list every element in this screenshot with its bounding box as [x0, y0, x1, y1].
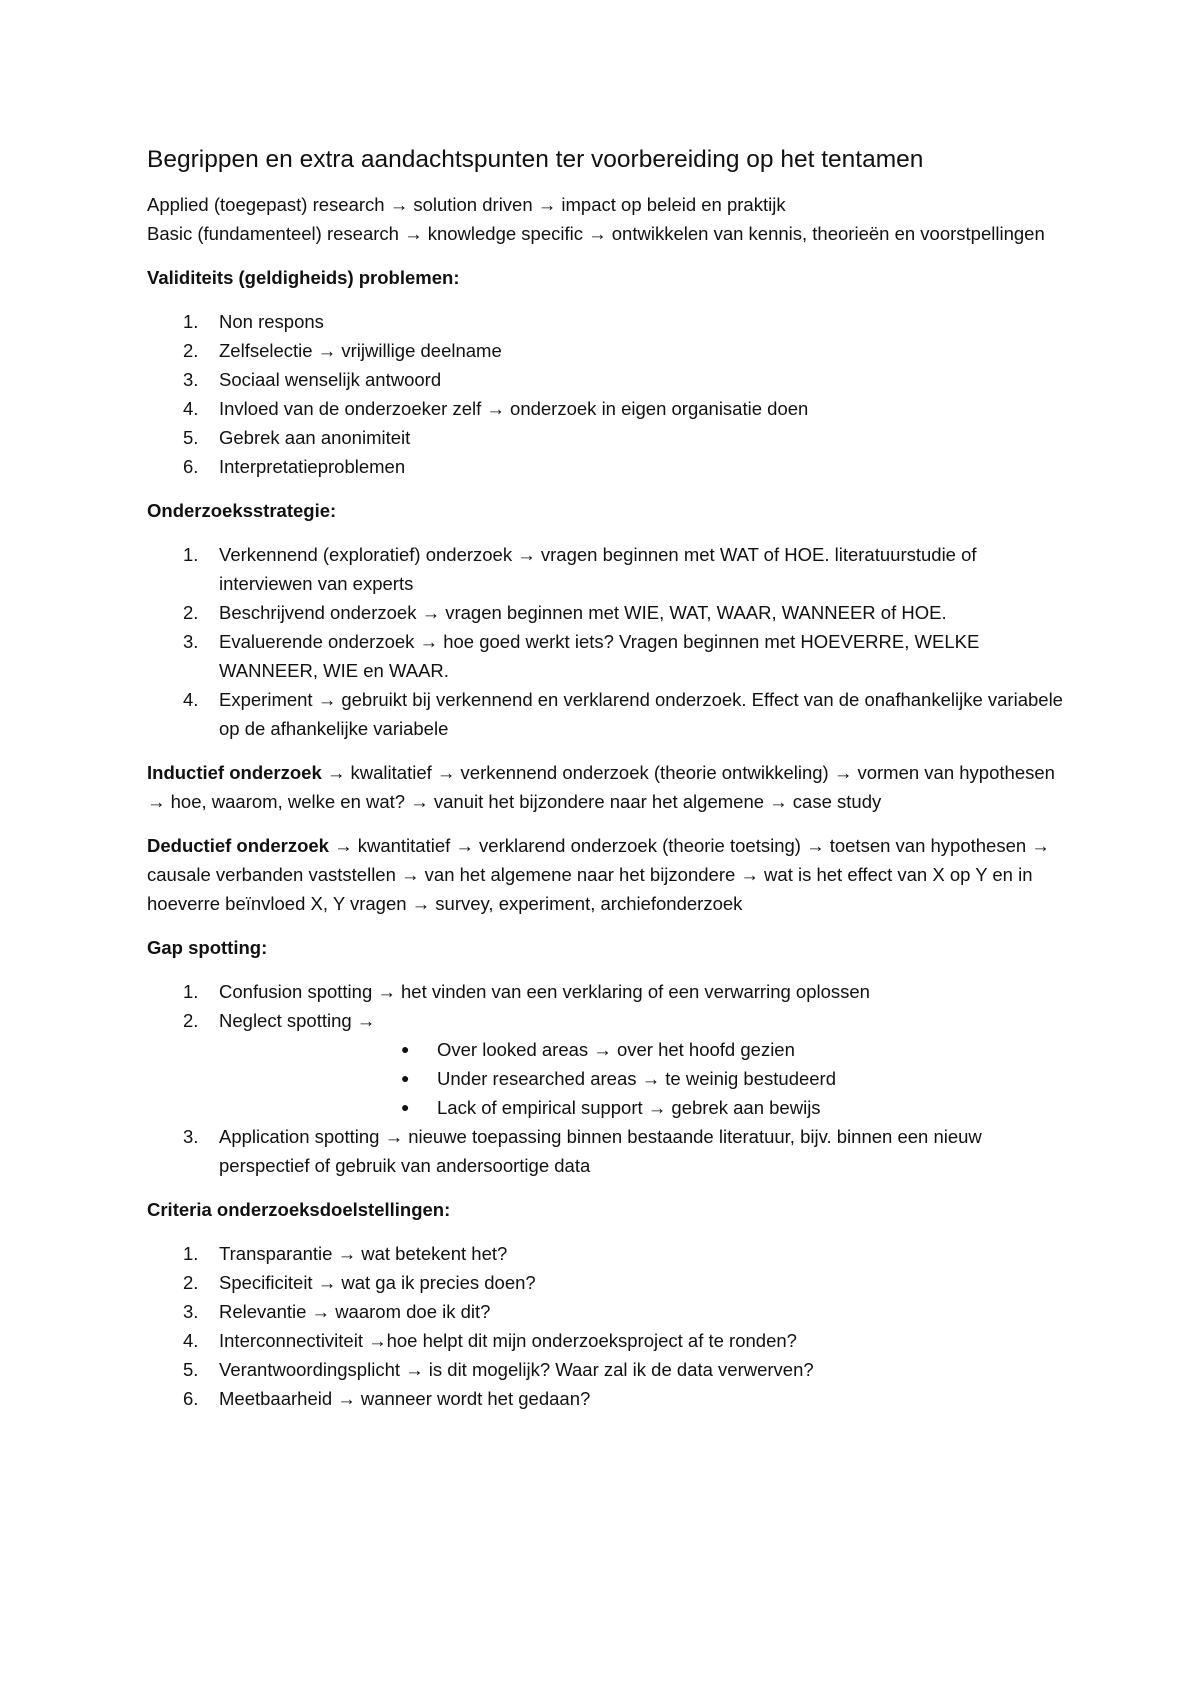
deductief-text: → kwantitatief → verklarend onderzoek (theorie toetsing) → toetsen van hypothesen → causale verbanden vaststellen → van het algemene naar het bijzondere → wat is het effect van X op Y en in hoeverre beïnvloed X, Y vragen → survey, experiment, archiefonderzoek — [147, 835, 1050, 914]
list-item: 4. Experiment → gebruikt bij verkennend en verklarend onderzoek. Effect van de onafhankelijke variabele op de afhankelijke variabele — [183, 689, 1063, 739]
list-item: 1. Verkennend (exploratief) onderzoek → vragen beginnen met WAT of HOE. literatuurstudie of interviewen van experts — [183, 544, 977, 594]
list-item: 3. Relevantie → waarom doe ik dit? — [183, 1301, 491, 1322]
list-item: 1. Non respons — [183, 311, 324, 332]
list-item: 6. Meetbaarheid → wanneer wordt het gedaan? — [183, 1388, 591, 1409]
bullet-item: ● Under researched areas → te weinig bestudeerd — [147, 1064, 1067, 1093]
bullet-item: ● Lack of empirical support → gebrek aan bewijs — [147, 1093, 1067, 1122]
intro-paragraph — [147, 190, 1067, 248]
list-validiteit — [147, 307, 1067, 481]
inductief-text: → kwalitatief → verkennend onderzoek (theorie ontwikkeling) → vormen van hypothesen → hoe, waarom, welke en wat? → vanuit het bijzondere naar het algemene → case study — [147, 762, 1055, 812]
heading-strategie: Onderzoeksstrategie: — [147, 500, 337, 521]
document-title: Begrippen en extra aandachtspunten ter voorbereiding op het tentamen — [147, 146, 924, 173]
list-criteria — [147, 1239, 1067, 1413]
list-strategie — [147, 540, 1067, 743]
list-item: 1. Transparantie → wat betekent het? — [183, 1243, 508, 1264]
inductief-paragraph — [147, 758, 1067, 816]
list-item: 1. Confusion spotting → het vinden van een verklaring of een verwarring oplossen — [183, 981, 870, 1002]
bullet-icon: ● — [401, 1099, 410, 1115]
sub-list-container — [147, 1035, 1067, 1122]
sub-list-neglect — [147, 1035, 1067, 1122]
list-item: 2. Specificiteit → wat ga ik precies doen? — [183, 1272, 536, 1293]
list-item: 3. Application spotting → nieuwe toepassing binnen bestaande literatuur, bijv. binnen een nieuw perspectief of gebruik van andersoortige data — [183, 1126, 982, 1176]
list-item: 6. Interpretatieproblemen — [183, 456, 406, 477]
list-gap — [147, 977, 1067, 1180]
list-item: 5. Verantwoordingsplicht → is dit mogelijk? Waar zal ik de data verwerven? — [183, 1359, 814, 1380]
list-item: 2. Zelfselectie → vrijwillige deelname — [183, 340, 502, 361]
intro-basic: Basic (fundamenteel) research → knowledge specific → ontwikkelen van kennis, theorieën en voorstpellingen — [147, 223, 1045, 244]
list-item: 5. Gebrek aan anonimiteit — [183, 427, 411, 448]
list-item: 3. Sociaal wenselijk antwoord — [183, 369, 442, 390]
list-item: 4. Interconnectiviteit →hoe helpt dit mijn onderzoeksproject af te ronden? — [183, 1330, 797, 1351]
heading-criteria: Criteria onderzoeksdoelstellingen: — [147, 1199, 451, 1220]
intro-applied: Applied (toegepast) research → solution driven → impact op beleid en praktijk — [147, 194, 786, 215]
list-item: 4. Invloed van de onderzoeker zelf → onderzoek in eigen organisatie doen — [183, 398, 809, 419]
heading-gap: Gap spotting: — [147, 937, 268, 958]
inductief-label: Inductief onderzoek — [147, 762, 322, 783]
bullet-icon: ● — [401, 1041, 410, 1057]
deductief-paragraph — [147, 831, 1067, 918]
list-item: 2. Beschrijvend onderzoek → vragen beginnen met WIE, WAT, WAAR, WANNEER of HOE. — [183, 602, 947, 623]
bullet-item: ● Over looked areas → over het hoofd gezien — [147, 1035, 1067, 1064]
list-item: 2. Neglect spotting → — [183, 1010, 376, 1031]
heading-validiteit: Validiteits (geldigheids) problemen: — [147, 267, 460, 288]
list-item: 3. Evaluerende onderzoek → hoe goed werkt iets? Vragen beginnen met HOEVERRE, WELKE WANNEER, WIE en WAAR. — [183, 631, 980, 681]
deductief-label: Deductief onderzoek — [147, 835, 329, 856]
bullet-icon: ● — [401, 1070, 410, 1086]
document-page — [147, 144, 1067, 1428]
